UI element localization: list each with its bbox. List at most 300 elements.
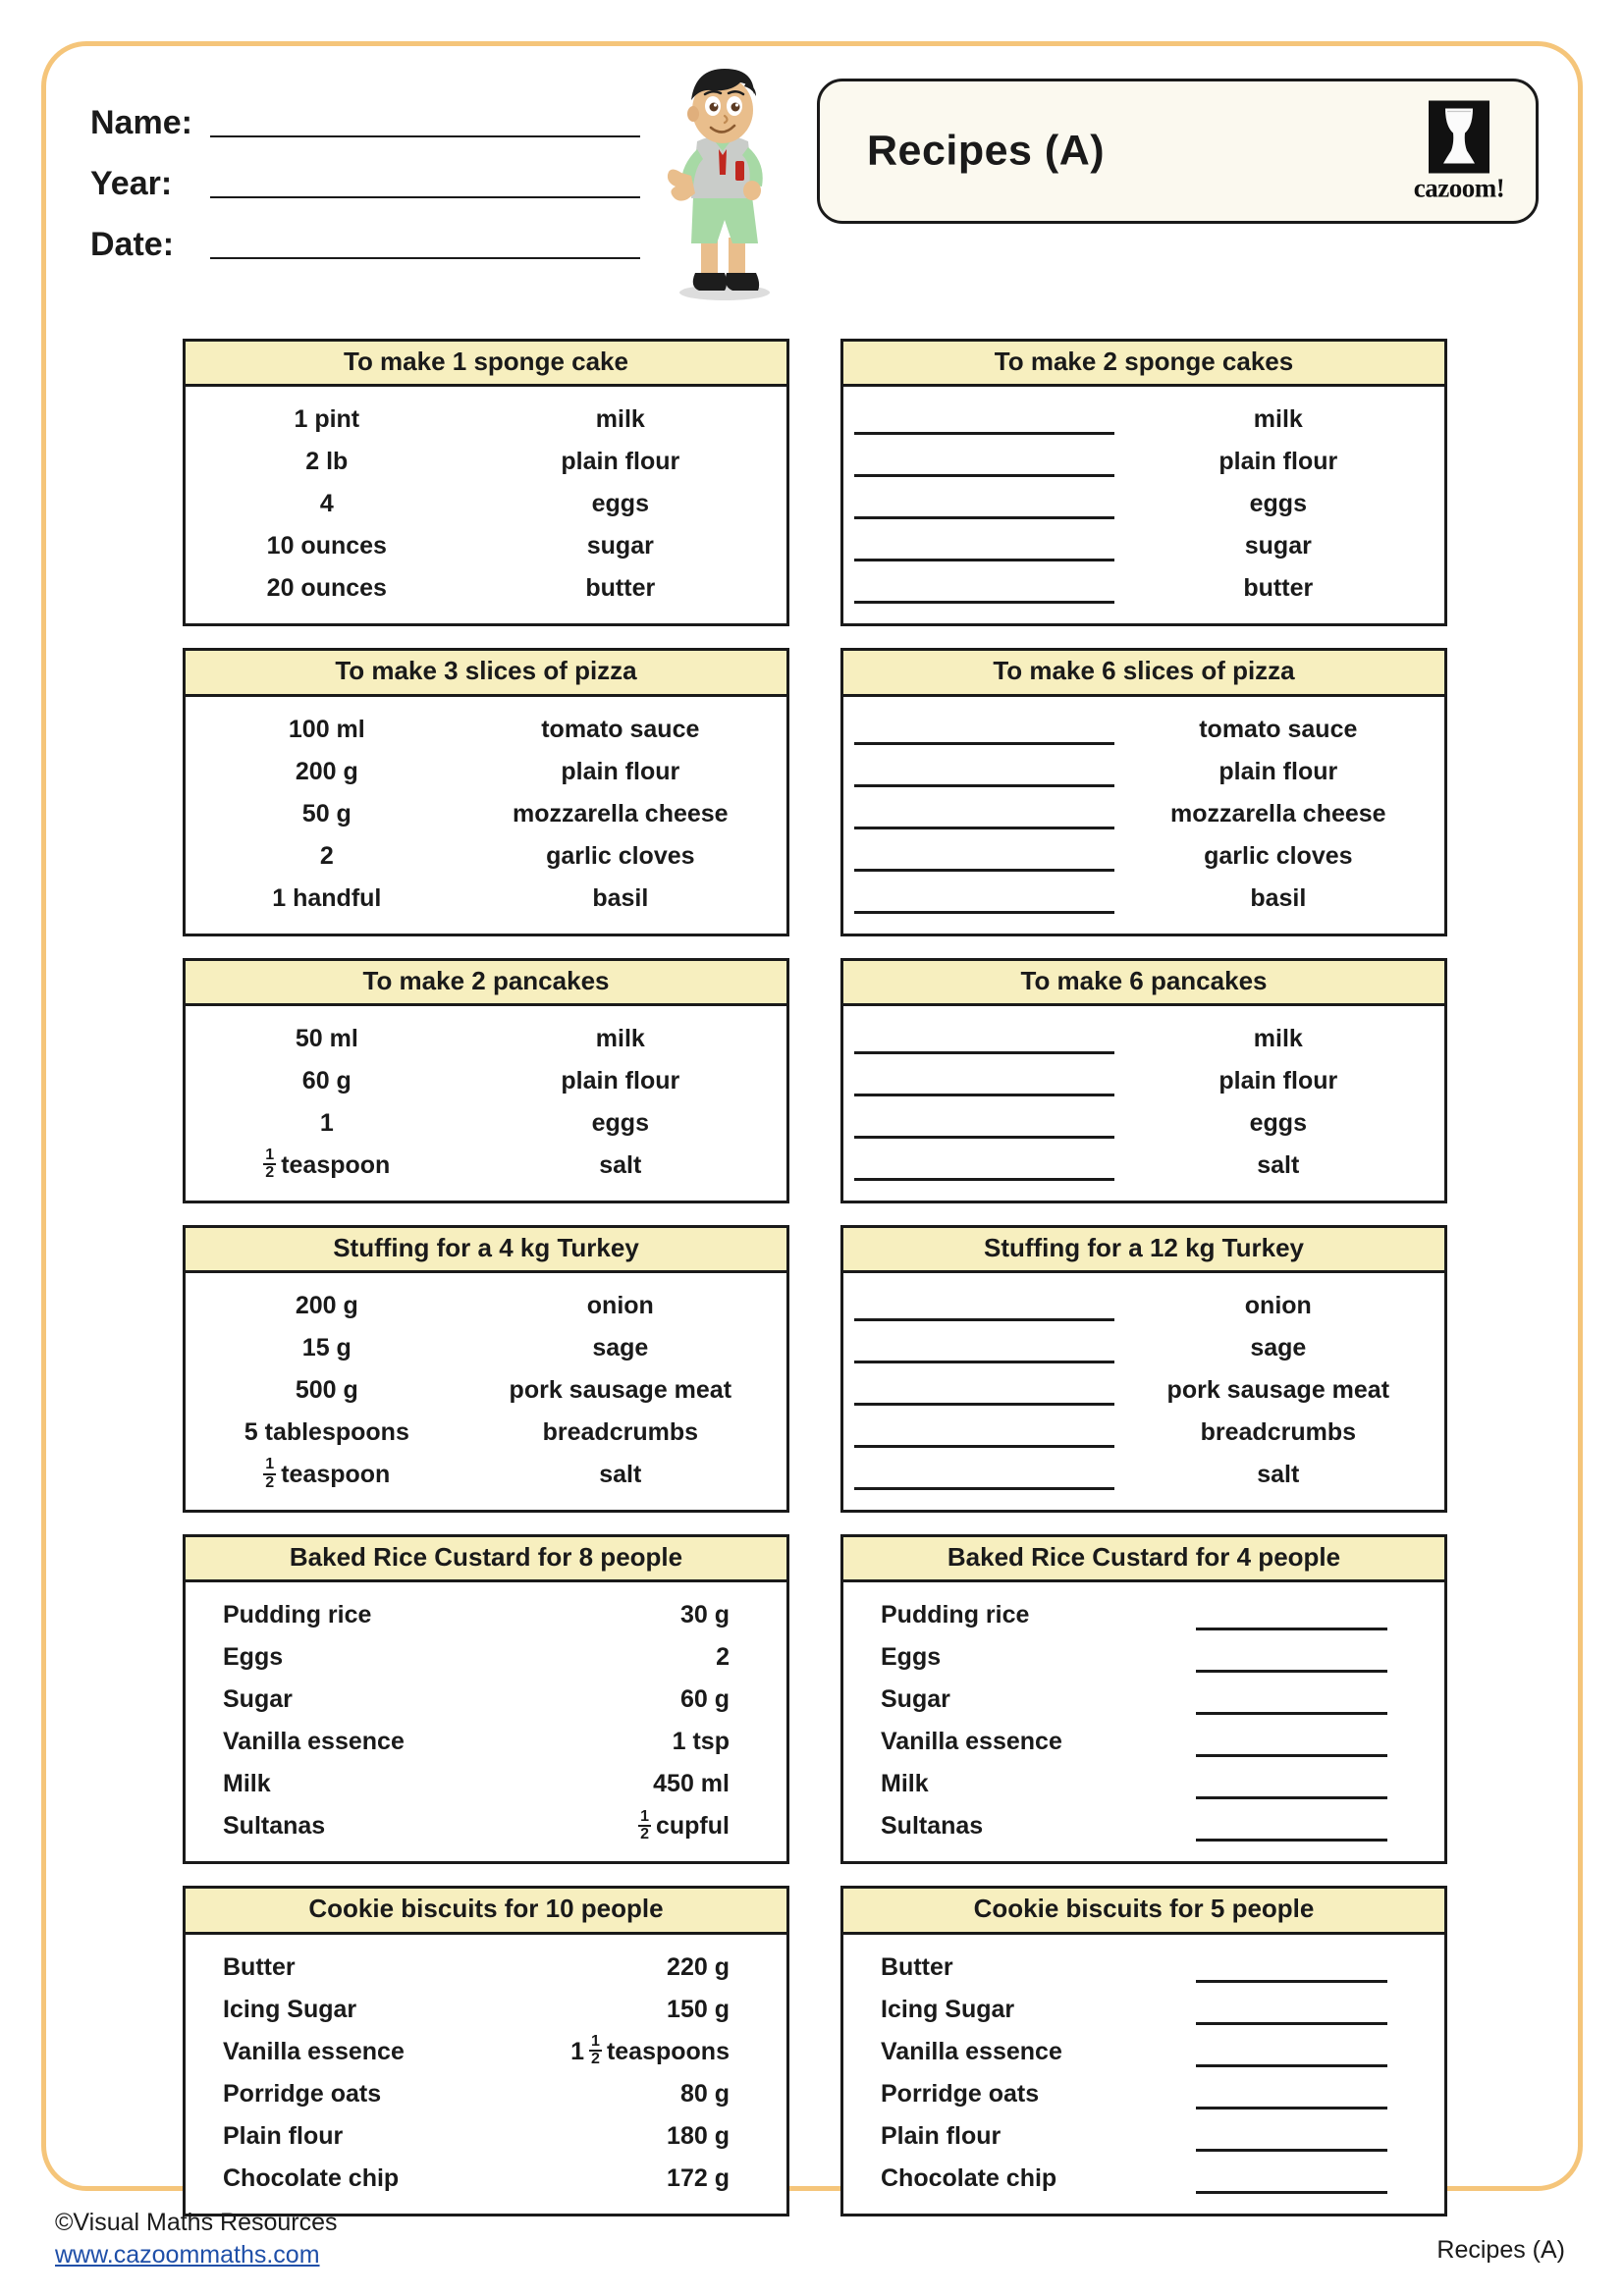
recipe-table-body	[186, 1006, 786, 1201]
quantity-cell	[510, 1770, 786, 1798]
recipe-table-body	[843, 697, 1444, 934]
answer-blank-line[interactable]	[854, 516, 1114, 519]
ingredient-row	[186, 1763, 786, 1805]
ingredient-name: Sultanas	[881, 1812, 984, 1841]
recipe-table-body	[843, 1582, 1444, 1861]
ingredient-name: eggs	[1249, 1108, 1307, 1137]
fraction-denominator: 2	[640, 1825, 649, 1842]
ingredient-name: breadcrumbs	[1200, 1418, 1356, 1447]
ingredient-name: Chocolate chip	[223, 2163, 400, 2192]
ingredient-name: Vanilla essence	[223, 1728, 405, 1756]
ingredient-row	[843, 567, 1444, 610]
year-field-row	[90, 143, 640, 204]
quantity-cell[interactable]	[843, 1305, 1126, 1308]
recipe-table	[840, 339, 1447, 626]
student-details-block	[90, 82, 640, 265]
answer-blank-line[interactable]	[854, 742, 1114, 745]
fraction	[263, 1457, 276, 1491]
quantity-cell[interactable]	[1167, 1740, 1444, 1743]
quantity-cell[interactable]	[843, 771, 1126, 774]
quantity-value	[680, 1685, 730, 1714]
recipe-table	[840, 1225, 1447, 1513]
quantity-cell	[510, 1953, 786, 1982]
answer-blank-line[interactable]	[1196, 1980, 1387, 1983]
answer-blank-line[interactable]	[1196, 1628, 1387, 1630]
recipe-table-title: To make 6 slices of pizza	[843, 651, 1444, 696]
fraction-numerator: 1	[265, 1147, 275, 1164]
quantity-value	[673, 1728, 730, 1756]
quantity-cell[interactable]	[843, 1347, 1126, 1350]
quantity-cell[interactable]	[1167, 1614, 1444, 1617]
answer-blank-line[interactable]	[1196, 1796, 1387, 1799]
ingredient-name: milk	[595, 1024, 645, 1052]
ingredient-row	[186, 525, 786, 567]
answer-blank-line[interactable]	[1196, 1670, 1387, 1673]
recipe-table	[183, 958, 789, 1203]
footer-copyright: ©Visual Maths Resources	[55, 2209, 338, 2236]
ingredient-row	[843, 1102, 1444, 1145]
quantity-value	[305, 448, 348, 476]
footer-credits	[55, 2207, 338, 2271]
quantity-text: 450 ml	[653, 1770, 730, 1798]
ingredient-row	[843, 793, 1444, 835]
recipe-table	[840, 958, 1447, 1203]
ingredient-name: eggs	[591, 490, 649, 518]
recipe-pair-row	[183, 339, 1447, 626]
ingredient-row	[843, 1327, 1444, 1369]
ingredient-name: Icing Sugar	[881, 1995, 1015, 2023]
answer-blank-line[interactable]	[854, 869, 1114, 872]
ingredient-name: Milk	[223, 1770, 271, 1798]
answer-blank-line[interactable]	[854, 1094, 1114, 1096]
quantity-cell[interactable]	[843, 418, 1126, 421]
quantity-cell[interactable]	[843, 503, 1126, 506]
ingredient-row	[843, 525, 1444, 567]
ingredient-name: Sultanas	[223, 1812, 326, 1841]
answer-blank-line[interactable]	[1196, 2149, 1387, 2152]
quantity-cell[interactable]	[843, 587, 1126, 590]
quantity-cell[interactable]	[1167, 1698, 1444, 1701]
ingredient-row	[843, 1594, 1444, 1636]
answer-blank-line[interactable]	[1196, 1712, 1387, 1715]
quantity-cell	[186, 884, 468, 913]
answer-blank-line[interactable]	[854, 1445, 1114, 1448]
fraction	[638, 1809, 651, 1843]
quantity-text: 100 ml	[288, 715, 365, 743]
recipe-table-title: Stuffing for a 4 kg Turkey	[186, 1228, 786, 1273]
fraction	[589, 2034, 602, 2068]
quantity-cell	[186, 758, 468, 786]
ingredient-row	[843, 1060, 1444, 1102]
recipe-table-body	[843, 387, 1444, 623]
answer-blank-line[interactable]	[1196, 2191, 1387, 2194]
ingredient-name: Plain flour	[881, 2121, 1001, 2150]
ingredient-name: garlic cloves	[546, 841, 695, 870]
ingredient-row	[186, 1721, 786, 1763]
ingredient-row	[186, 1594, 786, 1636]
ingredient-name: plain flour	[561, 1066, 680, 1095]
quantity-text: 220 g	[667, 1952, 730, 1981]
recipe-table-title: To make 6 pancakes	[843, 961, 1444, 1006]
ingredient-name: eggs	[591, 1108, 649, 1137]
quantity-text: 10 ounces	[266, 532, 387, 561]
ingredient-row	[843, 483, 1444, 525]
ingredient-name: Milk	[881, 1770, 929, 1798]
ingredient-name: basil	[592, 883, 649, 912]
answer-blank-line[interactable]	[854, 1361, 1114, 1363]
ingredient-row	[843, 1018, 1444, 1060]
recipe-table-title: To make 2 sponge cakes	[843, 342, 1444, 387]
quantity-cell[interactable]	[843, 728, 1126, 731]
answer-blank-line[interactable]	[1196, 1839, 1387, 1842]
quantity-value	[296, 1376, 358, 1405]
ingredient-name: Butter	[223, 1952, 296, 1981]
quantity-text: 2 lb	[305, 448, 349, 476]
ingredient-row	[186, 2073, 786, 2115]
quantity-cell	[186, 574, 468, 603]
quantity-text: 180 g	[667, 2121, 730, 2150]
name-field-row	[90, 82, 640, 143]
ingredient-row	[843, 1369, 1444, 1412]
quantity-cell[interactable]	[1167, 2093, 1444, 2096]
ingredient-name: onion	[586, 1292, 654, 1320]
ingredient-name: sage	[1250, 1334, 1307, 1362]
ingredient-row	[186, 1369, 786, 1412]
quantity-cell	[186, 532, 468, 561]
ingredient-row	[843, 1412, 1444, 1454]
quantity-cell[interactable]	[843, 545, 1126, 548]
quantity-text: teaspoon	[281, 1150, 391, 1179]
quantity-cell[interactable]	[843, 1389, 1126, 1392]
recipe-table-title: Baked Rice Custard for 4 people	[843, 1537, 1444, 1582]
quantity-cell[interactable]	[843, 813, 1126, 816]
answer-blank-line[interactable]	[1196, 2022, 1387, 2025]
quantity-text: 60 g	[301, 1066, 352, 1095]
ingredient-name: Icing Sugar	[223, 1995, 357, 2023]
quantity-cell[interactable]	[843, 1038, 1126, 1041]
ingredient-row	[843, 2031, 1444, 2073]
quantity-value	[320, 490, 334, 518]
name-input-line[interactable]	[210, 134, 640, 137]
ingredient-name: Vanilla essence	[223, 2037, 405, 2065]
ingredient-name: Porridge oats	[881, 2079, 1040, 2108]
quantity-value	[267, 574, 387, 603]
ingredient-name: salt	[1257, 1150, 1300, 1179]
answer-blank-line[interactable]	[854, 911, 1114, 914]
quantity-cell	[186, 842, 468, 871]
answer-blank-line[interactable]	[1196, 2107, 1387, 2109]
answer-blank-line[interactable]	[854, 432, 1114, 435]
quantity-value	[570, 2032, 730, 2069]
cazoom-logo	[1412, 101, 1506, 202]
recipe-table	[183, 648, 789, 935]
answer-blank-line[interactable]	[1196, 1754, 1387, 1757]
quantity-cell	[510, 1643, 786, 1672]
answer-blank-line[interactable]	[854, 1178, 1114, 1181]
ingredient-name: mozzarella cheese	[1170, 799, 1386, 828]
quantity-text: 1 handful	[272, 883, 382, 912]
footer-website-link[interactable]: www.cazoommaths.com	[55, 2241, 320, 2269]
ingredient-row	[843, 2158, 1444, 2200]
ingredient-name: milk	[595, 405, 645, 434]
ingredient-name: Sugar	[881, 1685, 950, 1714]
quantity-text: 500 g	[295, 1376, 358, 1405]
cazoom-logo-word: cazoom!	[1413, 173, 1505, 203]
quantity-cell	[186, 1334, 468, 1362]
quantity-text: 4	[319, 490, 334, 518]
quantity-cell[interactable]	[1167, 2008, 1444, 2011]
quantity-cell	[186, 490, 468, 518]
quantity-text: 1	[319, 1108, 334, 1137]
quantity-text: teaspoon	[281, 1461, 391, 1489]
quantity-cell	[186, 1109, 468, 1138]
quantity-value	[320, 1109, 334, 1138]
recipe-table-body	[186, 1582, 786, 1861]
recipe-tables-grid	[183, 339, 1447, 2238]
recipe-table-body	[186, 387, 786, 623]
quantity-cell	[510, 1728, 786, 1756]
recipe-pair-row	[183, 958, 1447, 1203]
recipe-table-title: Cookie biscuits for 5 people	[843, 1889, 1444, 1934]
ingredient-row	[186, 1285, 786, 1327]
quantity-cell[interactable]	[843, 460, 1126, 463]
quantity-text: 15 g	[301, 1334, 352, 1362]
ingredient-row	[843, 1145, 1444, 1187]
ingredient-row	[843, 1454, 1444, 1496]
ingredient-name: sugar	[586, 532, 654, 561]
answer-blank-line[interactable]	[854, 559, 1114, 561]
quantity-cell[interactable]	[1167, 1966, 1444, 1969]
fraction-denominator: 2	[591, 2051, 600, 2068]
title-card	[817, 79, 1539, 224]
student-mascot-icon	[638, 59, 795, 302]
quantity-value	[272, 884, 381, 913]
quantity-value	[294, 405, 359, 434]
quantity-cell[interactable]	[843, 1122, 1126, 1125]
recipe-table-body	[843, 1273, 1444, 1510]
quantity-value	[667, 2164, 730, 2193]
ingredient-row	[186, 1805, 786, 1847]
quantity-value	[667, 1996, 730, 2024]
date-label: Date:	[90, 226, 175, 263]
recipe-pair-row	[183, 1886, 1447, 2216]
ingredient-row	[843, 751, 1444, 793]
quantity-cell	[186, 1148, 468, 1183]
quantity-cell[interactable]	[1167, 1783, 1444, 1786]
recipe-table-body	[186, 1935, 786, 2214]
ingredient-name: tomato sauce	[541, 715, 700, 743]
ingredient-name: Eggs	[881, 1643, 942, 1672]
recipe-pair-row	[183, 648, 1447, 935]
quantity-value	[680, 2080, 730, 2109]
recipe-pair-row	[183, 1534, 1447, 1864]
quantity-text: 2	[319, 841, 334, 870]
quantity-value	[716, 1643, 730, 1672]
quantity-cell[interactable]	[843, 1164, 1126, 1167]
ingredient-row	[186, 1454, 786, 1496]
quantity-value	[638, 1807, 730, 1844]
quantity-cell	[510, 1601, 786, 1629]
recipe-table	[840, 1886, 1447, 2216]
ingredient-row	[186, 2031, 786, 2073]
quantity-cell[interactable]	[1167, 1656, 1444, 1659]
recipe-table	[183, 1534, 789, 1864]
quantity-cell[interactable]	[1167, 2177, 1444, 2180]
ingredient-name: onion	[1244, 1292, 1312, 1320]
ingredient-name: eggs	[1249, 490, 1307, 518]
ingredient-name: Plain flour	[223, 2121, 344, 2150]
quantity-cell	[186, 1025, 468, 1053]
answer-blank-line[interactable]	[854, 474, 1114, 477]
quantity-cell	[186, 448, 468, 476]
ingredient-name: butter	[1243, 574, 1314, 603]
quantity-cell	[186, 716, 468, 744]
ingredient-name: pork sausage meat	[1166, 1376, 1390, 1405]
year-input-line[interactable]	[210, 195, 640, 198]
quantity-cell	[510, 1996, 786, 2024]
ingredient-name: garlic cloves	[1204, 841, 1353, 870]
answer-blank-line[interactable]	[854, 601, 1114, 604]
ingredient-row	[186, 793, 786, 835]
answer-blank-line[interactable]	[1196, 2064, 1387, 2067]
ingredient-name: Butter	[881, 1952, 953, 1981]
footer-sheet-label: Recipes (A)	[1436, 2236, 1565, 2264]
answer-blank-line[interactable]	[854, 784, 1114, 787]
quantity-text: 80 g	[679, 2079, 730, 2108]
ingredient-row	[843, 1636, 1444, 1679]
quantity-value	[267, 532, 387, 561]
quantity-cell	[510, 2164, 786, 2193]
quantity-text: 172 g	[667, 2163, 730, 2192]
quantity-text: 20 ounces	[266, 574, 387, 603]
quantity-value	[302, 1067, 352, 1095]
ingredient-row	[186, 1679, 786, 1721]
ingredient-name: salt	[1257, 1461, 1300, 1489]
quantity-value	[667, 1953, 730, 1982]
quantity-cell[interactable]	[843, 855, 1126, 858]
ingredient-name: milk	[1253, 405, 1303, 434]
ingredient-name: Pudding rice	[881, 1601, 1030, 1629]
quantity-text: cupful	[655, 1812, 730, 1841]
date-field-row	[90, 204, 640, 265]
ingredient-row	[843, 835, 1444, 878]
quantity-text: 2	[716, 1643, 730, 1672]
answer-blank-line[interactable]	[854, 1487, 1114, 1490]
ingredient-row	[843, 1285, 1444, 1327]
recipe-table-title: To make 2 pancakes	[186, 961, 786, 1006]
ingredient-row	[186, 835, 786, 878]
recipe-table-body	[186, 697, 786, 934]
answer-blank-line[interactable]	[854, 827, 1114, 829]
quantity-text: 50 g	[301, 799, 352, 828]
fraction	[263, 1148, 276, 1182]
ingredient-name: plain flour	[1218, 1066, 1338, 1095]
ingredient-row	[186, 1060, 786, 1102]
quantity-value	[302, 1334, 352, 1362]
ingredient-row	[186, 399, 786, 441]
quantity-cell[interactable]	[1167, 1825, 1444, 1828]
answer-blank-line[interactable]	[854, 1403, 1114, 1406]
ingredient-row	[843, 709, 1444, 751]
answer-blank-line[interactable]	[854, 1051, 1114, 1054]
quantity-whole: 1	[570, 2037, 590, 2065]
ingredient-name: plain flour	[561, 757, 680, 785]
ingredient-row	[843, 2073, 1444, 2115]
ingredient-row	[186, 1412, 786, 1454]
recipe-table-title: Cookie biscuits for 10 people	[186, 1889, 786, 1934]
ingredient-row	[843, 1989, 1444, 2031]
recipe-table	[183, 339, 789, 626]
ingredient-name: salt	[599, 1461, 642, 1489]
recipe-table-title: To make 3 slices of pizza	[186, 651, 786, 696]
quantity-value	[263, 1458, 390, 1492]
ingredient-row	[186, 2158, 786, 2200]
quantity-cell	[186, 1067, 468, 1095]
recipe-table	[840, 648, 1447, 935]
answer-blank-line[interactable]	[854, 1136, 1114, 1139]
ingredient-name: breadcrumbs	[542, 1418, 698, 1447]
quantity-cell[interactable]	[843, 897, 1126, 900]
ingredient-row	[186, 567, 786, 610]
quantity-cell[interactable]	[1167, 2135, 1444, 2138]
quantity-value	[302, 800, 352, 828]
recipe-table	[183, 1886, 789, 2216]
quantity-text: 60 g	[679, 1685, 730, 1714]
quantity-cell	[510, 2080, 786, 2109]
cazoom-logo-mark-icon	[1429, 101, 1489, 174]
quantity-value	[244, 1418, 409, 1447]
recipe-table-title: To make 1 sponge cake	[186, 342, 786, 387]
quantity-cell	[510, 2032, 786, 2069]
quantity-value	[667, 2122, 730, 2151]
recipe-pair-row	[183, 1225, 1447, 1513]
ingredient-row	[186, 441, 786, 483]
ingredient-row	[186, 2115, 786, 2158]
ingredient-row	[843, 441, 1444, 483]
ingredient-name: milk	[1253, 1024, 1303, 1052]
quantity-text: 1 pint	[294, 405, 360, 434]
quantity-cell	[186, 1418, 468, 1447]
quantity-cell	[510, 1685, 786, 1714]
quantity-value	[653, 1770, 730, 1798]
quantity-value	[296, 758, 358, 786]
quantity-value	[320, 842, 334, 871]
quantity-cell	[510, 2122, 786, 2151]
quantity-cell[interactable]	[843, 1473, 1126, 1476]
ingredient-name: salt	[599, 1150, 642, 1179]
answer-blank-line[interactable]	[854, 1318, 1114, 1321]
ingredient-row	[186, 1102, 786, 1145]
ingredient-name: plain flour	[561, 448, 680, 476]
recipe-table-title: Stuffing for a 12 kg Turkey	[843, 1228, 1444, 1273]
date-input-line[interactable]	[210, 256, 640, 259]
ingredient-row	[186, 709, 786, 751]
quantity-cell[interactable]	[843, 1431, 1126, 1434]
ingredient-row	[186, 1145, 786, 1187]
recipe-table-title: Baked Rice Custard for 8 people	[186, 1537, 786, 1582]
ingredient-row	[186, 1327, 786, 1369]
ingredient-row	[843, 1679, 1444, 1721]
quantity-cell[interactable]	[1167, 2051, 1444, 2054]
fraction-numerator: 1	[591, 2032, 600, 2050]
ingredient-row	[843, 1805, 1444, 1847]
quantity-value	[680, 1601, 730, 1629]
quantity-text: 200 g	[295, 1292, 358, 1320]
ingredient-name: mozzarella cheese	[513, 799, 729, 828]
ingredient-row	[843, 1721, 1444, 1763]
quantity-cell[interactable]	[843, 1080, 1126, 1083]
quantity-value	[289, 716, 365, 744]
